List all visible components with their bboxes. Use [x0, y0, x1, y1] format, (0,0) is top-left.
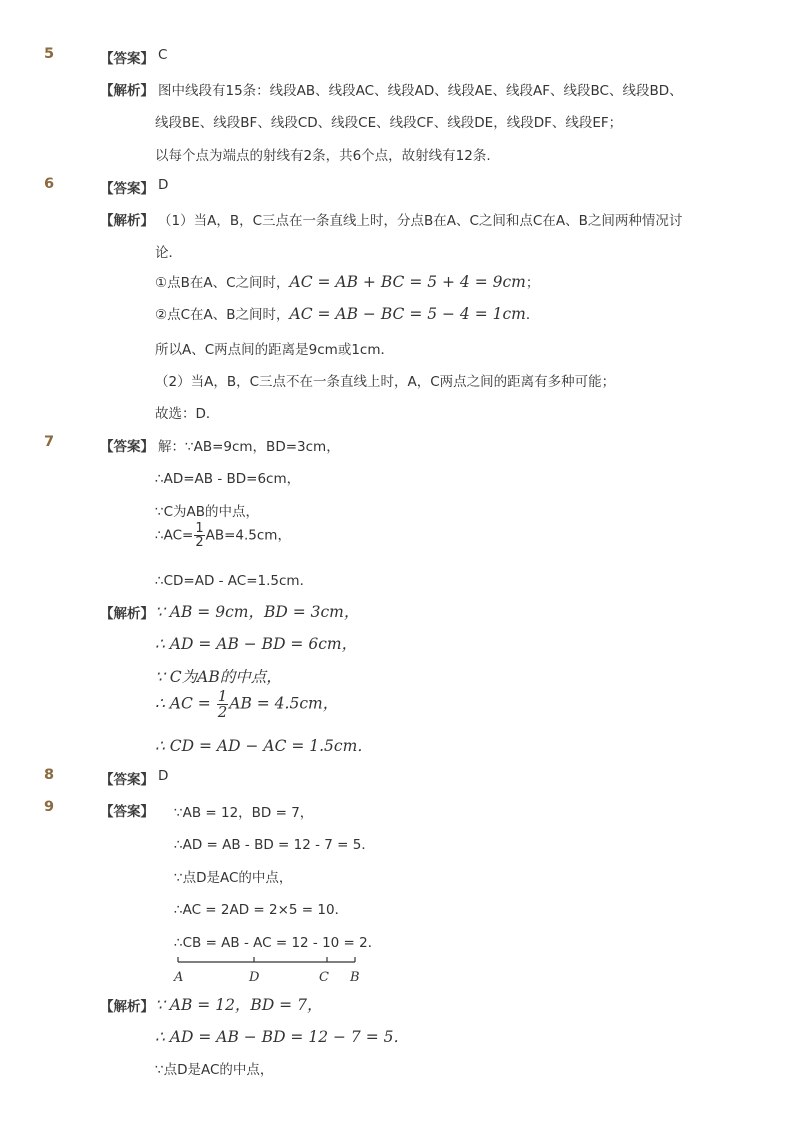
analysis-line: 故选：D． [155, 406, 220, 422]
answer-line: ∵点D是AC的中点， [174, 870, 293, 886]
point-label-b: B [350, 970, 360, 985]
answer-tag: 【答案】 [100, 772, 154, 788]
answer-line: 解：∵AB=9cm，BD=3cm， [158, 439, 340, 455]
point-label-d: D [249, 970, 260, 985]
point-label-a: A [174, 970, 184, 985]
analysis-line [155, 271, 539, 291]
answer-value: C [158, 47, 168, 63]
answer-tag: 【答案】 [100, 439, 154, 455]
analysis-line: 论． [155, 245, 182, 261]
analysis-text: ． [525, 307, 540, 323]
math-expression: AC = AB − BC = 5 − 4 = 1cm [289, 305, 526, 323]
line-segment-diagram [168, 952, 368, 988]
analysis-tag: 【解析】 [100, 606, 154, 622]
answer-line: ∴AD = AB - BD = 12 - 7 = 5． [174, 837, 375, 853]
question-number: 7 [44, 434, 55, 450]
math-line: ∵ AB = 9cm，BD = 3cm， [155, 603, 360, 621]
analysis-line [155, 303, 539, 323]
math-text: ∴ AC = [155, 694, 211, 713]
analysis-text: ①点B在A、C之间时， [155, 275, 290, 291]
fraction-denominator: 2 [217, 703, 228, 721]
answer-line: ∵C为AB的中点， [155, 504, 260, 520]
question-number: 8 [44, 767, 55, 783]
math-line: ∵ C为AB的中点， [155, 668, 282, 686]
math-line: ∴ AD = AB − BD = 12 − 7 = 5． [155, 1028, 409, 1046]
answer-line: ∴CB = AB - AC = 12 - 10 = 2． [174, 935, 382, 951]
answer-text: AB=4.5cm， [205, 527, 291, 544]
analysis-line: （1）当A，B，C三点在一条直线上时，分点B在A、C之间和点C在A、B之间两种情况讨 [158, 213, 683, 229]
point-label-c: C [319, 970, 329, 985]
analysis-line: 线段BE、线段BF、线段CD、线段CE、线段CF、线段DE，线段DF、线段EF； [155, 115, 623, 131]
math-line [155, 689, 338, 720]
analysis-tag: 【解析】 [100, 83, 154, 99]
analysis-tag: 【解析】 [100, 213, 154, 229]
fraction-numerator: 1 [195, 521, 204, 536]
analysis-text: ②点C在A、B之间时， [155, 307, 290, 323]
math-line: ∵ AB = 12，BD = 7， [155, 996, 323, 1014]
math-expression: AC = AB + BC = 5 + 4 = 9cm [289, 273, 526, 291]
fraction-denominator: 2 [195, 535, 204, 550]
math-line: ∴ AD = AB − BD = 6cm， [155, 635, 358, 653]
fraction-numerator: 1 [217, 687, 228, 705]
question-number: 9 [44, 799, 55, 815]
math-line: ∴ CD = AD − AC = 1.5cm． [155, 737, 373, 755]
math-line: ∵点D是AC的中点， [155, 1062, 274, 1078]
answer-text: ∴AC= [155, 527, 194, 544]
answer-tag: 【答案】 [100, 804, 154, 820]
analysis-tag: 【解析】 [100, 999, 154, 1015]
answer-tag: 【答案】 [100, 51, 154, 67]
fraction [217, 689, 229, 720]
question-number: 5 [44, 46, 55, 62]
answer-value: D [158, 177, 169, 193]
answer-line: ∵AB = 12，BD = 7， [174, 805, 314, 821]
question-number: 6 [44, 176, 55, 192]
answer-line [155, 522, 291, 549]
analysis-line: 所以A、C两点间的距离是9cm或1cm． [155, 342, 394, 358]
answer-line: ∴AD=AB - BD=6cm， [155, 471, 301, 487]
answer-value: D [158, 768, 169, 784]
fraction [194, 522, 204, 549]
analysis-line: 图中线段有15条：线段AB、线段AC、线段AD、线段AE、线段AF、线段BC、线段BD、 [158, 83, 683, 99]
answer-line: ∴CD=AD - AC=1.5cm． [155, 573, 314, 589]
answer-tag: 【答案】 [100, 181, 154, 197]
math-text: AB = 4.5cm， [229, 694, 339, 713]
answer-line: ∴AC = 2AD = 2×5 = 10． [174, 902, 349, 918]
analysis-text: ； [525, 275, 540, 291]
analysis-line: （2）当A，B，C三点不在一条直线上时，A，C两点之间的距离有多种可能； [155, 374, 616, 390]
analysis-line: 以每个点为端点的射线有2条，共6个点，故射线有12条. [155, 148, 491, 164]
